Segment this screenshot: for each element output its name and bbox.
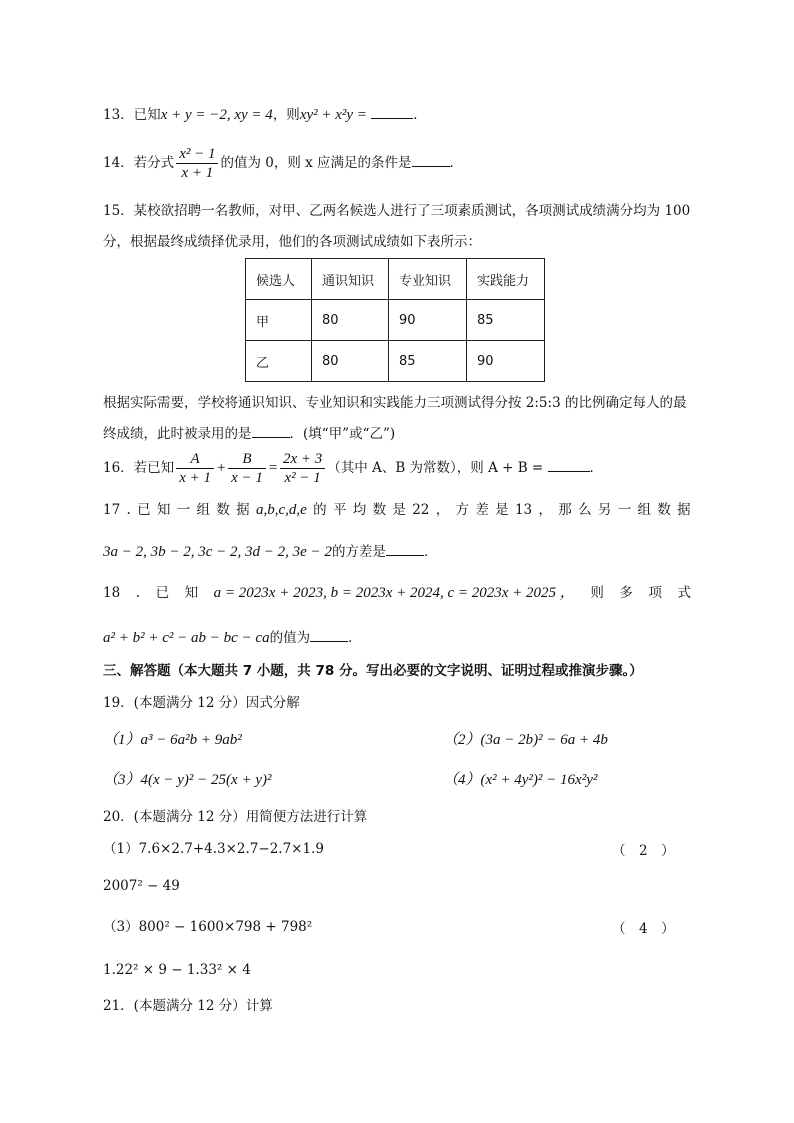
q20-part2-label: （ 2 ） (612, 843, 675, 859)
q14-end: ． (449, 155, 464, 171)
q17-token: 数 (657, 502, 671, 518)
q17-token: 的 (313, 502, 327, 518)
q19-part1: （1）a³ − 6a²b + 9ab² (103, 732, 242, 748)
q16-suffix: （其中 A、B 为常数），则 A + B = (327, 460, 544, 476)
question-17-line1 (103, 500, 691, 520)
q17-end: ． (423, 544, 438, 560)
question-18-line1 (103, 583, 691, 603)
q17-token: ， (435, 502, 450, 518)
table-cell: 85 (467, 300, 545, 341)
q17-token: 方 (455, 502, 469, 518)
answer-blank[interactable] (548, 457, 590, 472)
q15-line1: 15．某校欲招聘一名教师，对甲、乙两名候选人进行了三项素质测试，各项测试成绩满分均为 100 (103, 203, 691, 219)
table-header-row (246, 259, 545, 300)
q17-token: 17 (103, 502, 121, 518)
fraction-denominator: x² − 1 (284, 470, 321, 486)
table-cell: 90 (389, 300, 467, 341)
q17-token: 另 (597, 502, 612, 518)
table-cell: 甲 (246, 300, 312, 341)
q17-token: 数 (372, 502, 387, 518)
q17-token: ， (538, 502, 552, 518)
q19-part3: （3）4(x − y)² − 25(x + y)² (103, 772, 272, 788)
q17-token: 一 (617, 502, 632, 518)
section-3-heading: 三、解答题（本大题共 7 小题，共 78 分。写出必要的文字说明、证明过程或推演步骤。） (103, 663, 643, 679)
q17-token: a,b,c,d,e (255, 502, 307, 518)
q18-token: . (135, 585, 141, 601)
q18-token: 已 (155, 585, 170, 601)
q14-suffix: 的值为 0，则 x 应满足的条件是 (220, 155, 412, 171)
q17-token: 是 (495, 502, 509, 518)
table-header: 通识知识 (312, 259, 389, 300)
q20-part4-expr: 1.22² × 9 − 1.33² × 4 (103, 962, 251, 978)
fraction-denominator: x + 1 (179, 470, 211, 486)
q17-token: 么 (578, 502, 592, 518)
q18-token: 18 (103, 585, 121, 601)
q16-prefix: 16．若已知 (103, 460, 175, 476)
fraction-numerator: 2x + 3 (280, 450, 325, 469)
q17-token: 组 (637, 502, 651, 518)
q17-token: 差 (475, 502, 489, 518)
q18-text: 的值为 (269, 630, 311, 646)
question-18-line2 (103, 627, 362, 648)
table-row (246, 341, 545, 382)
q15-after2 (103, 423, 395, 444)
q16-end: ． (589, 460, 604, 476)
q17-expression: 3a − 2, 3b − 2, 3c − 2, 3d − 2, 3e − 2 (103, 544, 332, 560)
q17-token: 组 (196, 502, 211, 518)
q18-end: ． (348, 630, 362, 646)
table-cell: 90 (467, 341, 545, 382)
q15-after2a: 终成绩，此时被录用的是 (103, 426, 252, 442)
q17-token: 据 (677, 502, 691, 518)
q16-fraction-a (176, 450, 214, 487)
q13-prefix: 13．已知 (103, 107, 161, 123)
question-16 (103, 450, 603, 487)
q17-token: 据 (236, 502, 250, 518)
q15-after1: 根据实际需要，学校将通识知识、专业知识和实践能力三项测试得分按 2:5:3 的比例确定每人的最 (103, 395, 687, 411)
q18-token: 式 (677, 585, 691, 601)
answer-blank[interactable] (371, 104, 413, 119)
q17-token: 平 (332, 502, 347, 518)
q19-part4: （4）(x² + 4y²)² − 16x²y² (443, 772, 598, 788)
q18-token: 则 (590, 585, 604, 601)
q18-token: 多 (619, 585, 633, 601)
q18-expression: a² + b² + c² − ab − bc − ca (103, 630, 270, 646)
q20-title: 20．(本题满分 12 分）用简便方法进行计算 (103, 809, 368, 825)
table-cell: 85 (389, 341, 467, 382)
q17-token: 13 (514, 502, 533, 518)
q16-fraction-b (228, 450, 266, 487)
question-14 (103, 145, 463, 182)
q19-part2: （2）(3a − 2b)² − 6a + 4b (443, 732, 608, 748)
question-17-line2 (103, 541, 437, 562)
q17-token: 那 (558, 502, 572, 518)
q15-line2: 分，根据最终成绩择优录用，他们的各项测试成绩如下表所示： (103, 234, 481, 250)
q17-token: 一 (176, 502, 191, 518)
table-cell: 80 (312, 341, 389, 382)
q19-title: 19．(本题满分 12 分）因式分解 (103, 695, 300, 711)
q17-token: 均 (352, 502, 367, 518)
answer-blank[interactable] (252, 423, 290, 438)
score-table (245, 258, 545, 382)
q13-expr2: xy² + x²y = (299, 107, 367, 123)
table-cell: 80 (312, 300, 389, 341)
question-13 (103, 104, 427, 125)
table-cell: 乙 (246, 341, 312, 382)
q20-part2-expr: 2007² − 49 (103, 878, 180, 894)
q16-fraction-c (280, 450, 325, 487)
q18-token: a = 2023x + 2023, b = 2023x + 2024, c = 2023x + 2025 ， (213, 585, 575, 601)
answer-blank[interactable] (386, 541, 424, 556)
equals-sign: = (267, 460, 278, 476)
fraction-denominator: x − 1 (231, 470, 263, 486)
q21-title: 21．(本题满分 12 分）计算 (103, 998, 273, 1014)
q17-token: 22 (412, 502, 430, 518)
q15-after2b: ．(填“甲”或“乙”) (289, 426, 396, 442)
table-header: 候选人 (246, 259, 312, 300)
q13-expr1: x + y = −2, xy = 4 (160, 107, 273, 123)
table-header: 专业知识 (389, 259, 467, 300)
table-row (246, 300, 545, 341)
q20-part1: （1）7.6×2.7+4.3×2.7−2.7×1.9 (103, 841, 324, 857)
q20-part3: （3）800² − 1600×798 + 798² (103, 919, 313, 935)
q14-numerator: x² − 1 (176, 145, 218, 164)
answer-blank[interactable] (412, 152, 450, 167)
answer-blank[interactable] (310, 627, 348, 642)
q14-fraction (176, 145, 218, 182)
q18-token: 知 (184, 585, 199, 601)
q14-prefix: 14．若分式 (103, 155, 175, 171)
table-header: 实践能力 (467, 259, 545, 300)
q17-text: 的方差是 (331, 544, 386, 560)
q17-token: 知 (156, 502, 171, 518)
q17-token: 已 (137, 502, 151, 518)
plus-sign: + (215, 460, 227, 476)
fraction-numerator: B (228, 450, 266, 469)
q18-token: 项 (648, 585, 662, 601)
q17-token: 数 (216, 502, 230, 518)
q13-end: ． (413, 107, 427, 123)
q14-denominator: x + 1 (181, 165, 214, 181)
fraction-numerator: A (176, 450, 214, 469)
q13-mid: ，则 (272, 107, 300, 123)
q17-token: 是 (392, 502, 406, 518)
q17-token: . (126, 502, 131, 518)
q20-part4-label: （ 4 ） (612, 921, 675, 937)
